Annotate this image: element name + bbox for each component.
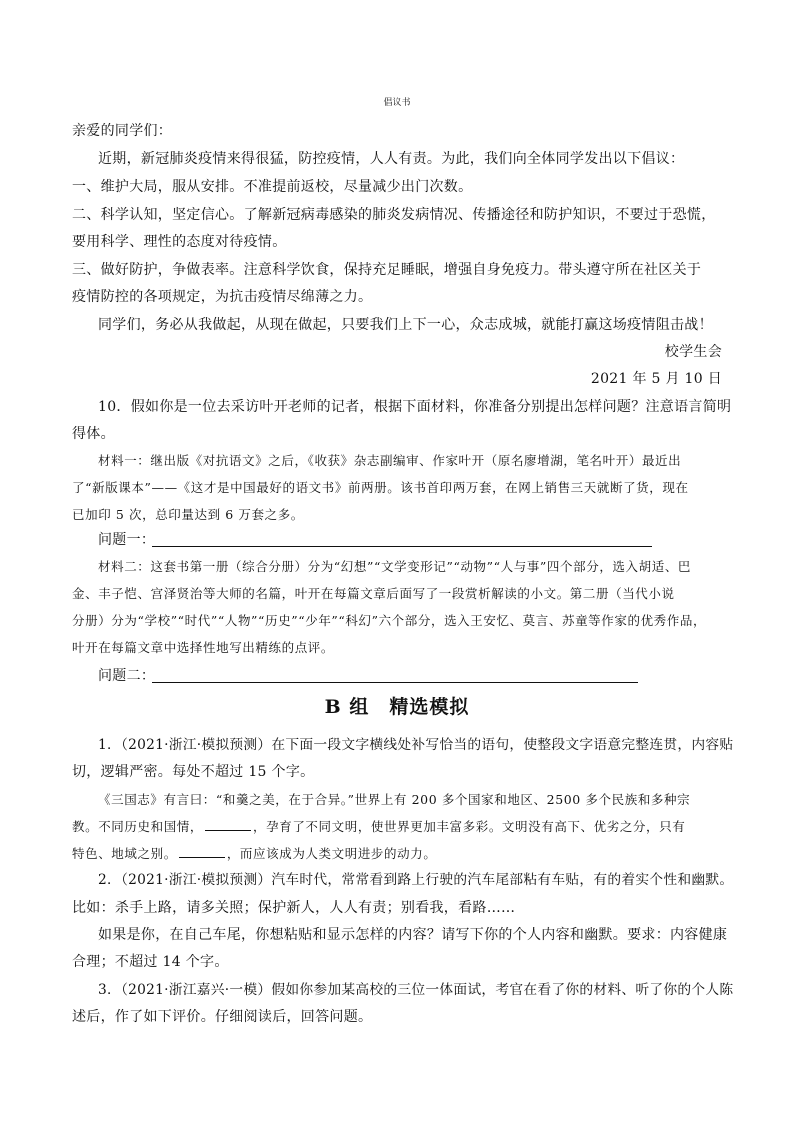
question-2-answer-line[interactable] xyxy=(152,682,638,683)
proposal-point-3-line-2: 疫情防控的各项规定，为抗击疫情尽绵薄之力。 xyxy=(72,289,373,305)
proposal-point-3-line-1: 三、做好防护，争做表率。注意科学饮食，保持充足睡眠，增强自身免疫力。带头遵守所在社区关于 xyxy=(72,262,702,278)
material-1-line-1: 材料一：继出版《对抗语文》之后，《收获》杂志副编审、作家叶开（原名廖增湖，笔名叶开）最近出 xyxy=(98,453,682,468)
q2-prompt-line-2: 比如：杀手上路，请多关照；保护新人，人人有责；别看我，看路…… xyxy=(72,900,516,916)
q1-blank-1[interactable] xyxy=(205,818,251,831)
proposal-title: 倡议书 xyxy=(383,98,411,108)
q2-prompt-line-3: 如果是你，在自己车尾，你想粘贴和显示怎样的内容？请写下你的个人内容和幽默。要求：内容健康 xyxy=(98,927,728,943)
proposal-signature: 校学生会 xyxy=(664,344,722,360)
q1-prompt-line-2: 切，逻辑严密。每处不超过 15 个字。 xyxy=(72,764,315,780)
material-1-line-3: 已加印 5 次，总印量达到 6 万套之多。 xyxy=(72,507,304,522)
question-1-answer-line[interactable] xyxy=(152,546,652,547)
material-2-line-3: 分册）分为“学校”“时代”“人物”“历史”“少年”“科幻”六个部分，选入王安忆、莫言、苏童等作家的优秀作品， xyxy=(72,613,707,628)
q1-passage-line-1: 《三国志》有言曰：“和羹之美，在于合异。”世界上有 200 多个国家和地区、2500 多个民族和多种宗 xyxy=(98,792,691,807)
section-b-heading: B 组 精选模拟 xyxy=(324,696,470,718)
q1-passage-line-2-end: ，孕育了不同文明，使世界更加丰富多彩。文明没有高下、优劣之分，只有 xyxy=(253,819,686,834)
proposal-greeting: 亲爱的同学们： xyxy=(72,123,173,139)
material-2-line-4: 叶开在每篇文章中选择性地写出精练的点评。 xyxy=(72,640,335,655)
q1-passage-line-3-start: 特色、地域之别。 xyxy=(72,846,177,861)
question-1-label: 问题一： xyxy=(98,532,156,548)
material-1-line-2: 了“新版课本”——《这才是中国最好的语文书》前两册。该书首印两万套，在网上销售三天就断了货，现在 xyxy=(72,480,689,495)
q10-prompt-line-2: 得体。 xyxy=(72,426,115,442)
q3-prompt-line-2: 述后，作了如下评价。仔细阅读后，回答问题。 xyxy=(72,1009,373,1025)
proposal-point-2-line-1: 二、科学认知，坚定信心。了解新冠病毒感染的肺炎发病情况、传播途径和防护知识，不要过于恐慌， xyxy=(72,207,716,223)
q1-blank-2[interactable] xyxy=(179,845,225,858)
proposal-closing: 同学们，务必从我做起，从现在做起，只要我们上下一心，众志成城，就能打赢这场疫情阻击战！ xyxy=(98,317,713,333)
q1-prompt-line-1: 1．（2021·浙江·模拟预测）在下面一段文字横线处补写恰当的语句，使整段文字语意完整连贯，内容贴 xyxy=(98,737,734,753)
proposal-point-1: 一、维护大局，服从安排。不准提前返校，尽量减少出门次数。 xyxy=(72,179,473,195)
q1-passage-line-2 xyxy=(72,818,685,836)
proposal-date: 2021 年 5 月 10 日 xyxy=(590,371,722,387)
q1-passage-line-3-end: ，而应该成为人类文明进步的动力。 xyxy=(226,846,437,861)
q2-prompt-line-4: 合理；不超过 14 个字。 xyxy=(72,954,229,970)
q1-passage-line-2-start: 教。不同历史和国情， xyxy=(72,819,204,834)
proposal-intro: 近期，新冠肺炎疫情来得很猛，防控疫情，人人有责。为此，我们向全体同学发出以下倡议： xyxy=(98,151,685,167)
q1-passage-line-3 xyxy=(72,845,436,863)
question-2-label: 问题二： xyxy=(98,668,156,684)
q10-prompt-line-1: 10．假如你是一位去采访叶开老师的记者，根据下面材料，你准备分别提出怎样问题？注意语言简明 xyxy=(98,399,732,415)
q3-prompt-line-1: 3．（2021·浙江嘉兴·一模）假如你参加某高校的三位一体面试，考官在看了你的材料、听了你的个人陈 xyxy=(98,982,734,998)
material-2-line-2: 金、丰子恺、宫泽贤治等大师的名篇，叶开在每篇文章后面写了一段赏析解读的小文。第二册（当代小说 xyxy=(72,586,675,601)
proposal-point-2-line-2: 要用科学、理性的态度对待疫情。 xyxy=(72,234,287,250)
q2-prompt-line-1: 2．（2021·浙江·模拟预测）汽车时代，常常看到路上行驶的汽车尾部粘有车贴，有的着实个性和幽默。 xyxy=(98,872,734,888)
material-2-line-1: 材料二：这套书第一册（综合分册）分为“幻想”“文学变形记”“动物”“人与事”四个部分，选入胡适、巴 xyxy=(98,559,692,574)
